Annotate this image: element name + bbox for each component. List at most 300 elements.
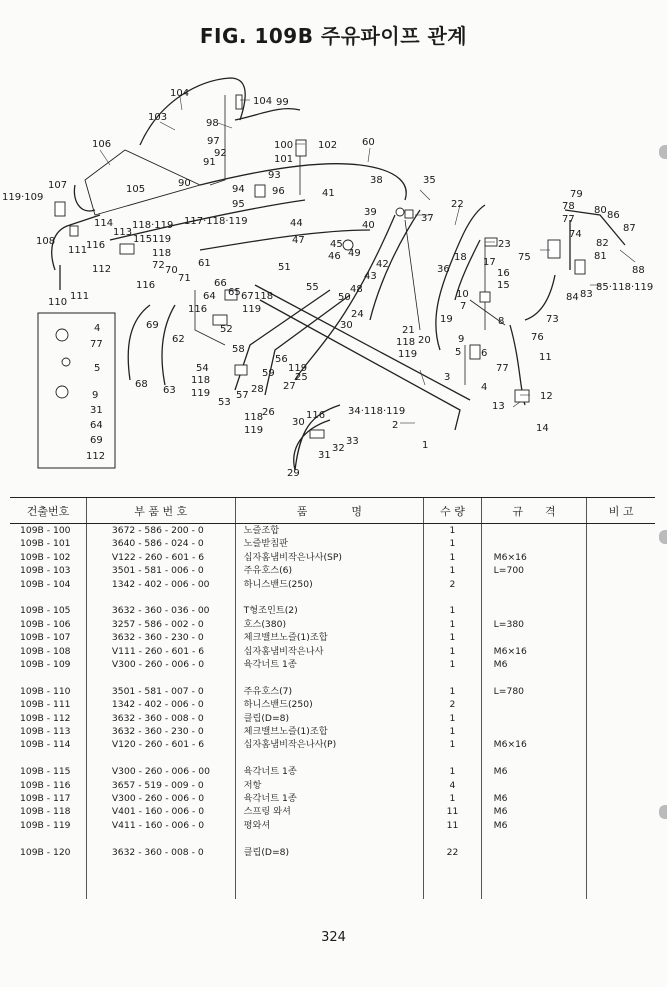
callout: 81 [594, 251, 607, 262]
part-no-cell: 3632 - 360 - 008 - 0 [86, 712, 235, 725]
ref-no-cell: 109B - 105 [20, 605, 71, 617]
callout: 48 [350, 284, 363, 295]
callout: 115119 [133, 234, 172, 245]
callout: 119 [191, 388, 211, 399]
qty-cell: 22 [424, 846, 481, 859]
spec-cell [481, 712, 587, 725]
callout: 70 [165, 265, 178, 276]
callout: 43 [364, 271, 377, 282]
part-name-cell: 십자홈냄비작은나사 [235, 645, 424, 658]
spec-cell: L=780 [481, 685, 587, 698]
ref-no-cell: 109B - 100 [20, 525, 71, 536]
parts-table-body [10, 524, 655, 900]
table-row [10, 819, 655, 832]
remarks-cell [587, 645, 655, 658]
key-label: 77 [90, 339, 103, 350]
ref-no-cell: 109B - 115 [20, 766, 71, 778]
callout: 41 [322, 188, 335, 199]
ref-no-cell: 109B - 110 [20, 685, 71, 697]
qty-cell: 1 [424, 738, 481, 751]
part-name-cell: 평와셔 [235, 819, 424, 832]
callout: 50 [338, 292, 351, 303]
spec-cell: M6 [481, 765, 587, 778]
group-spacer [10, 832, 655, 845]
callout: 77 [496, 363, 509, 374]
qty-cell: 1 [424, 524, 481, 538]
key-label: 112 [86, 451, 106, 462]
table-row [10, 551, 655, 564]
callout: 119 [398, 349, 418, 360]
part-name-cell: T형조인트(2) [235, 604, 424, 617]
key-label: 5 [94, 363, 101, 374]
ref-no-cell: 109B - 102 [20, 551, 71, 563]
table-row [10, 725, 655, 738]
callout: 98 [206, 118, 219, 129]
remarks-cell [587, 792, 655, 805]
callout: 18 [454, 252, 467, 263]
callout: 119 [242, 304, 262, 315]
callout: 10 [456, 289, 469, 300]
part-no-cell: V122 - 260 - 601 - 6 [86, 551, 235, 564]
callout: 2 [392, 420, 399, 431]
part-name-cell: 노즐받침판 [235, 537, 424, 550]
remarks-cell [587, 564, 655, 577]
callout: 17 [483, 257, 496, 268]
part-name-cell: 십자홈냄비작은나사(SP) [235, 551, 424, 564]
ref-no-cell: 109B - 101 [20, 538, 71, 550]
remarks-cell [587, 604, 655, 617]
callout: 83 [580, 289, 593, 300]
part-name-cell: 저항 [235, 779, 424, 792]
callout: 7 [460, 301, 467, 312]
callout: 68 [135, 379, 148, 390]
spec-cell [481, 524, 587, 538]
callout: 100 [274, 140, 294, 151]
parts-table-header [10, 498, 655, 524]
callout: 14 [536, 423, 549, 434]
qty-cell: 1 [424, 551, 481, 564]
callout: 66 [214, 278, 227, 289]
part-name-cell: 체크밸브노즐(1)조합 [235, 725, 424, 738]
callout: 106 [92, 139, 112, 150]
callout: 56 [275, 354, 288, 365]
callout: 35 [423, 175, 436, 186]
spec-cell [481, 725, 587, 738]
parts-table [10, 497, 655, 899]
callout: 16 [497, 268, 510, 279]
callout: 30 [340, 320, 353, 331]
spec-cell: M6×16 [481, 551, 587, 564]
remarks-cell [587, 537, 655, 550]
callout: 90 [178, 178, 191, 189]
callout: 45 [330, 239, 343, 250]
table-row [10, 564, 655, 577]
spec-cell [481, 604, 587, 617]
spec-cell: M6 [481, 805, 587, 818]
callout: 22 [451, 199, 464, 210]
ref-no-cell: 109B - 113 [20, 726, 71, 738]
qty-cell: 1 [424, 685, 481, 698]
callout: 20 [418, 335, 431, 346]
table-row [10, 805, 655, 818]
part-no-cell: 3632 - 360 - 008 - 0 [86, 846, 235, 859]
callout: 110 [48, 297, 68, 308]
callout: 116 [188, 304, 208, 315]
remarks-cell [587, 805, 655, 818]
callout: 58 [232, 344, 245, 355]
remarks-cell [587, 618, 655, 631]
ref-no-cell: 109B - 107 [20, 632, 71, 644]
callout: 118 [191, 375, 211, 386]
ref-no-cell: 109B - 120 [20, 846, 71, 858]
callout: 36 [437, 264, 450, 275]
spec-cell [481, 537, 587, 550]
callout: 32 [332, 443, 345, 454]
part-name-cell: 주유호스(7) [235, 685, 424, 698]
table-row [10, 537, 655, 550]
part-name-cell: 하니스밴드(250) [235, 698, 424, 711]
spec-cell: M6×16 [481, 645, 587, 658]
spec-cell: L=700 [481, 564, 587, 577]
inset-key-box [38, 313, 115, 468]
callout: 118 [254, 291, 274, 302]
part-no-cell: V300 - 260 - 006 - 0 [86, 792, 235, 805]
remarks-cell [587, 738, 655, 751]
callout: 104 [170, 88, 190, 99]
callout: 118 [396, 337, 416, 348]
key-label: 4 [94, 323, 101, 334]
part-no-cell: V300 - 260 - 006 - 0 [86, 658, 235, 671]
callout: 53 [218, 397, 231, 408]
part-name-cell: 스프링 와셔 [235, 805, 424, 818]
table-row [10, 685, 655, 698]
callout: 108 [36, 236, 56, 247]
part-name-cell: 십자홈냄비작은나사(P) [235, 738, 424, 751]
pipe-diagram [0, 55, 667, 485]
callout: 26 [262, 407, 275, 418]
callout: 13 [492, 401, 505, 412]
callout: 111 [70, 291, 90, 302]
callout: 119 [244, 425, 264, 436]
table-row [10, 698, 655, 711]
callout: 9 [458, 334, 465, 345]
header-ref-no: 건출번호 [10, 498, 86, 524]
callout: 37 [421, 213, 434, 224]
callout: 52 [220, 324, 233, 335]
remarks-cell [587, 765, 655, 778]
remarks-cell [587, 578, 655, 591]
callout: 42 [376, 259, 389, 270]
key-label: 69 [90, 435, 103, 446]
callout: 8 [498, 316, 505, 327]
callout: 31 [318, 450, 331, 461]
callout: 118·119 [132, 220, 174, 231]
qty-cell: 1 [424, 725, 481, 738]
callout: 74 [569, 229, 582, 240]
ref-no-cell: 109B - 109 [20, 659, 71, 671]
callout: 40 [362, 220, 375, 231]
callout: 82 [596, 238, 609, 249]
qty-cell: 1 [424, 658, 481, 671]
callout: 34·118·119 [348, 406, 406, 417]
table-filler-row [10, 859, 655, 899]
callout: 99 [276, 97, 289, 108]
header-qty: 수 량 [424, 498, 481, 524]
part-name-cell: 육각너트 1종 [235, 658, 424, 671]
table-row [10, 631, 655, 644]
remarks-cell [587, 819, 655, 832]
header-remarks: 비 고 [587, 498, 655, 524]
spec-cell [481, 631, 587, 644]
part-name-cell: 하니스밴드(250) [235, 578, 424, 591]
part-no-cell: 3632 - 360 - 230 - 0 [86, 631, 235, 644]
callout: 103 [148, 112, 168, 123]
callout: 116 [86, 240, 106, 251]
callout: 62 [172, 334, 185, 345]
callout: 84 [566, 292, 579, 303]
callout: 12 [540, 391, 553, 402]
spec-cell [481, 846, 587, 859]
part-no-cell: 3632 - 360 - 036 - 00 [86, 604, 235, 617]
callout: 47 [292, 235, 305, 246]
part-name-cell: 클립(D=8) [235, 846, 424, 859]
spec-cell [481, 779, 587, 792]
callout: 119 [288, 363, 308, 374]
callout: 104 [253, 96, 273, 107]
qty-cell: 4 [424, 779, 481, 792]
qty-cell: 1 [424, 564, 481, 577]
qty-cell: 1 [424, 604, 481, 617]
qty-cell: 2 [424, 698, 481, 711]
ref-no-cell: 109B - 118 [20, 806, 71, 818]
ref-no-cell: 109B - 119 [20, 819, 71, 831]
table-row [10, 792, 655, 805]
part-no-cell: 3672 - 586 - 200 - 0 [86, 524, 235, 538]
remarks-cell [587, 846, 655, 859]
callout: 65 [228, 287, 241, 298]
callout: 86 [607, 210, 620, 221]
callout: 39 [364, 207, 377, 218]
part-name-cell: 육각너트 1종 [235, 765, 424, 778]
part-no-cell: 1342 - 402 - 006 - 00 [86, 578, 235, 591]
table-row [10, 765, 655, 778]
callout: 85·118·119 [596, 282, 654, 293]
part-name-cell: 노즐조합 [235, 524, 424, 538]
page-edge-tab [659, 145, 667, 159]
table-row [10, 578, 655, 591]
callout: 116 [306, 410, 326, 421]
table-row [10, 604, 655, 617]
callout: 112 [92, 264, 112, 275]
callout: 71 [178, 273, 191, 284]
pipe-lines [52, 78, 625, 470]
callout: 94 [232, 184, 245, 195]
qty-cell: 1 [424, 712, 481, 725]
callout: 111 [68, 245, 88, 256]
table-row [10, 658, 655, 671]
callout: 55 [306, 282, 319, 293]
qty-cell: 1 [424, 645, 481, 658]
callout: 6 [481, 348, 488, 359]
callout: 44 [290, 218, 303, 229]
part-name-cell: 주유호스(6) [235, 564, 424, 577]
callout: 5 [455, 347, 462, 358]
part-no-cell: 1342 - 402 - 006 - 0 [86, 698, 235, 711]
callout: 11 [539, 352, 552, 363]
table-row [10, 846, 655, 859]
spec-cell: M6 [481, 819, 587, 832]
remarks-cell [587, 712, 655, 725]
remarks-cell [587, 524, 655, 538]
key-label: 31 [90, 405, 103, 416]
ref-no-cell: 109B - 103 [20, 565, 71, 577]
part-no-cell: V120 - 260 - 601 - 6 [86, 738, 235, 751]
qty-cell: 11 [424, 805, 481, 818]
callout: 118 [152, 248, 172, 259]
callout: 80 [594, 205, 607, 216]
callout: 105 [126, 184, 146, 195]
callout: 95 [232, 199, 245, 210]
callout: 21 [402, 325, 415, 336]
callout: 97 [207, 136, 220, 147]
callout: 1 [422, 440, 429, 451]
callout: 88 [632, 265, 645, 276]
callout: 60 [362, 137, 375, 148]
remarks-cell [587, 551, 655, 564]
callout: 79 [570, 189, 583, 200]
figure-title: FIG. 109B 주유파이프 관계 [199, 24, 468, 48]
remarks-cell [587, 658, 655, 671]
part-no-cell: 3640 - 586 - 024 - 0 [86, 537, 235, 550]
callout: 23 [498, 239, 511, 250]
key-label: 64 [90, 420, 103, 431]
callout: 93 [268, 170, 281, 181]
callout: 49 [348, 248, 361, 259]
callout: 51 [278, 262, 291, 273]
group-spacer [10, 671, 655, 684]
callout: 28 [251, 384, 264, 395]
ref-no-cell: 109B - 116 [20, 779, 71, 791]
callout: 46 [328, 251, 341, 262]
callout: 75 [518, 252, 531, 263]
callout: 73 [546, 314, 559, 325]
callout: 54 [196, 363, 209, 374]
callout: 57 [236, 390, 249, 401]
header-part-name: 품 명 [235, 498, 424, 524]
qty-cell: 1 [424, 792, 481, 805]
part-no-cell: V411 - 160 - 006 - 0 [86, 819, 235, 832]
table-row [10, 738, 655, 751]
remarks-cell [587, 631, 655, 644]
callout: 61 [198, 258, 211, 269]
callout: 59 [262, 368, 275, 379]
part-name-cell: 체크밸브노즐(1)조합 [235, 631, 424, 644]
spec-cell: M6×16 [481, 738, 587, 751]
ref-no-cell: 109B - 108 [20, 645, 71, 657]
group-spacer [10, 591, 655, 604]
callout: 64 [203, 291, 216, 302]
table-row [10, 779, 655, 792]
header-part-no: 부 품 번 호 [86, 498, 235, 524]
callout: 107 [48, 180, 68, 191]
part-name-cell: 육각너트 1종 [235, 792, 424, 805]
callout: 117·118·119 [184, 216, 248, 227]
callout: 15 [497, 280, 510, 291]
table-row [10, 524, 655, 538]
spec-cell: M6 [481, 792, 587, 805]
part-no-cell: 3257 - 586 - 002 - 0 [86, 618, 235, 631]
remarks-cell [587, 779, 655, 792]
callout: 101 [274, 154, 294, 165]
callout: 92 [214, 148, 227, 159]
qty-cell: 1 [424, 537, 481, 550]
callout: 25 [295, 372, 308, 383]
part-no-cell: V300 - 260 - 006 - 00 [86, 765, 235, 778]
qty-cell: 1 [424, 765, 481, 778]
spec-cell [481, 578, 587, 591]
table-row [10, 712, 655, 725]
callout: 119·109 [2, 192, 44, 203]
remarks-cell [587, 725, 655, 738]
callout: 96 [272, 186, 285, 197]
spec-cell [481, 698, 587, 711]
callout: 38 [370, 175, 383, 186]
callout: 114 [94, 218, 114, 229]
ref-no-cell: 109B - 104 [20, 578, 71, 590]
callout: 29 [287, 468, 300, 479]
page-edge-tab [659, 530, 667, 544]
part-no-cell: 3657 - 519 - 009 - 0 [86, 779, 235, 792]
callout: 19 [440, 314, 453, 325]
spec-cell: L=380 [481, 618, 587, 631]
ref-no-cell: 109B - 114 [20, 739, 71, 751]
callout: 63 [163, 385, 176, 396]
remarks-cell [587, 685, 655, 698]
callout: 78 [562, 201, 575, 212]
callout: 116 [136, 280, 156, 291]
callout: 3 [444, 372, 451, 383]
part-no-cell: 3501 - 581 - 006 - 0 [86, 564, 235, 577]
callout: 118 [244, 412, 264, 423]
ref-no-cell: 109B - 117 [20, 793, 71, 805]
callout: 91 [203, 157, 216, 168]
table-row [10, 618, 655, 631]
ref-no-cell: 109B - 112 [20, 712, 71, 724]
callout: 113 [113, 227, 133, 238]
page-number: 324 [321, 930, 346, 945]
callout: 69 [146, 320, 159, 331]
callout: 87 [623, 223, 636, 234]
page-edge-tab [659, 805, 667, 819]
part-no-cell: V111 - 260 - 601 - 6 [86, 645, 235, 658]
callout: 24 [351, 309, 364, 320]
qty-cell: 1 [424, 631, 481, 644]
part-no-cell: V401 - 160 - 006 - 0 [86, 805, 235, 818]
group-spacer [10, 752, 655, 765]
spec-cell: M6 [481, 658, 587, 671]
callout: 72 [152, 260, 165, 271]
callout: 30 [292, 417, 305, 428]
callout: 33 [346, 436, 359, 447]
remarks-cell [587, 698, 655, 711]
callout: 27 [283, 381, 296, 392]
qty-cell: 1 [424, 618, 481, 631]
callout: 67 [241, 291, 254, 302]
callout: 77 [562, 214, 575, 225]
callout: 76 [531, 332, 544, 343]
ref-no-cell: 109B - 106 [20, 618, 71, 630]
header-spec: 규 격 [481, 498, 587, 524]
